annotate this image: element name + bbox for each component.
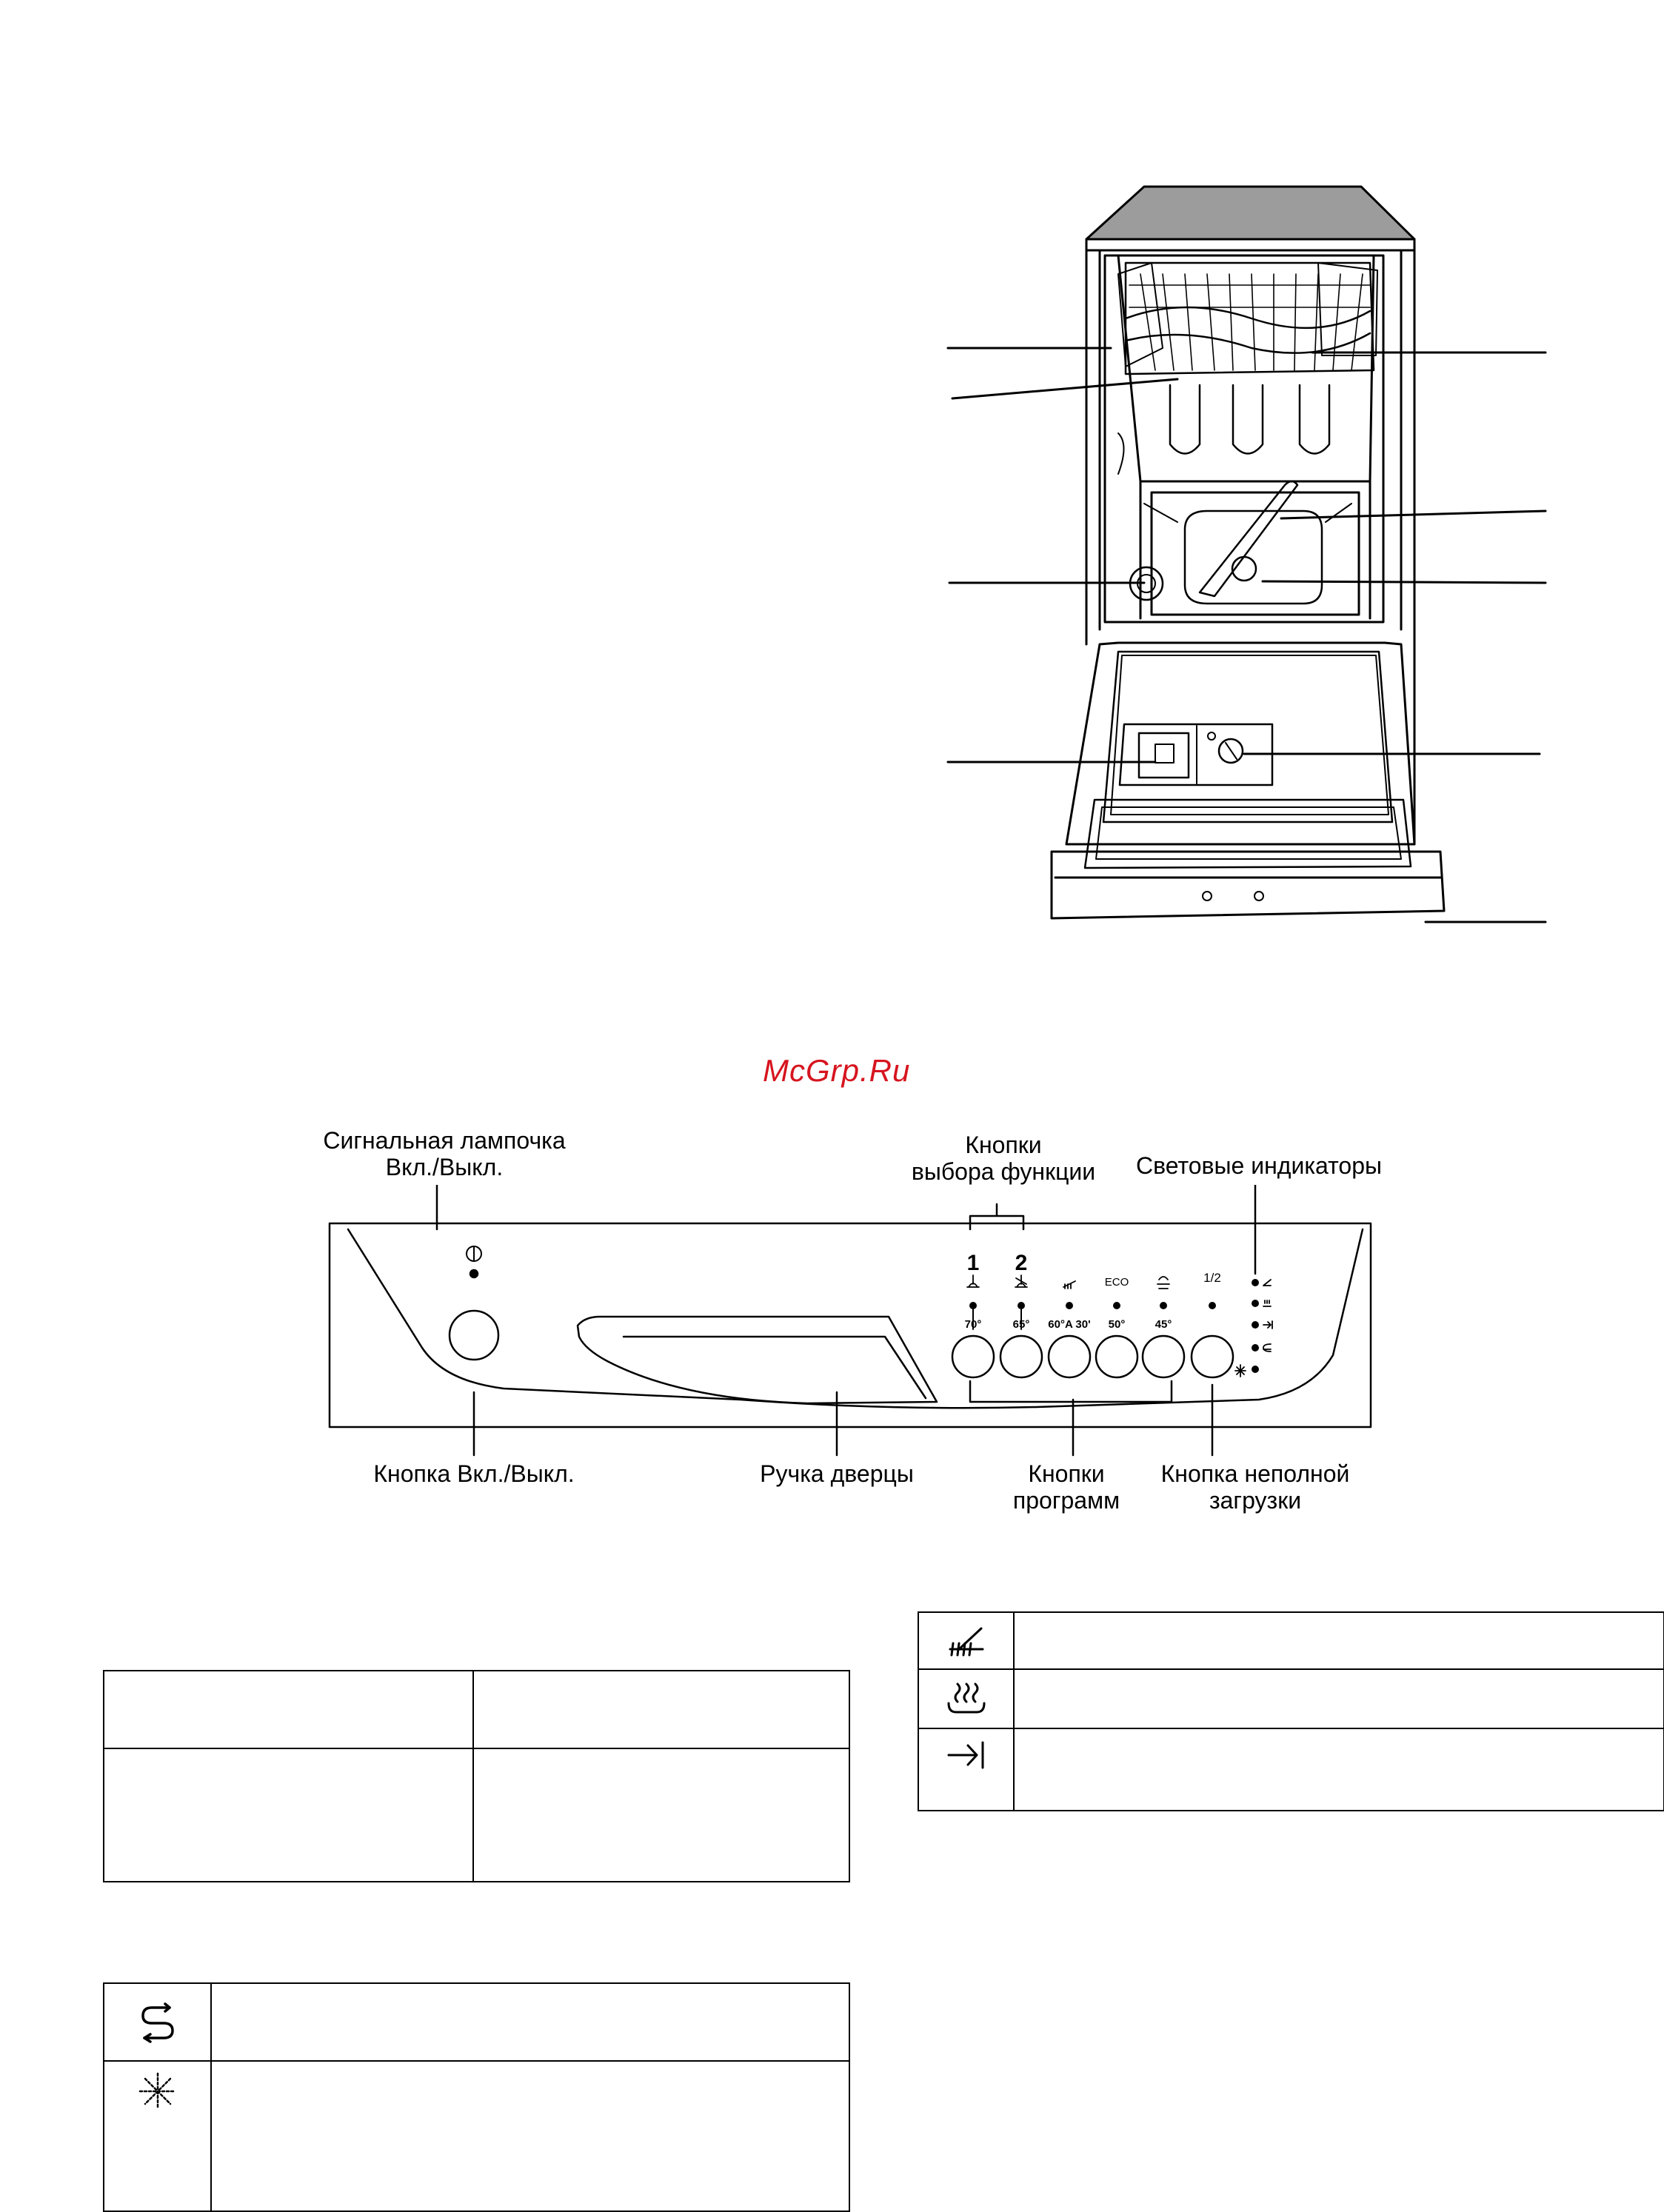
half-load-symbol: 1/2 xyxy=(1203,1271,1221,1285)
temp-45: 45° xyxy=(1155,1318,1172,1331)
wash-icon xyxy=(919,1613,1013,1668)
function-buttons-label xyxy=(885,1132,1122,1185)
half-load-label-line1: Кнопка неполной xyxy=(1160,1460,1350,1487)
row-divider-2 xyxy=(919,1728,1663,1729)
program-buttons-label-line1: Кнопки xyxy=(1028,1460,1105,1487)
control-panel xyxy=(318,1185,1392,1466)
indicators-label: Световые индикаторы xyxy=(1135,1152,1383,1179)
bottom-icons-table xyxy=(103,1982,850,2212)
bottom-row-divider xyxy=(104,2060,849,2062)
function-buttons-label-line1: Кнопки xyxy=(965,1132,1042,1158)
program-buttons-label-line2: программ xyxy=(1012,1487,1120,1514)
temp-60-a-30: 60°A 30' xyxy=(1048,1318,1091,1331)
function-number-1: 1 xyxy=(966,1251,980,1275)
bottom-icon-column-divider xyxy=(210,1984,212,2211)
signal-lamp-label-line1: Сигнальная лампочка xyxy=(323,1127,566,1154)
watermark: McGrp.Ru xyxy=(763,1053,911,1088)
onoff-button-label: Кнопка Вкл./Выкл. xyxy=(373,1460,575,1487)
door-handle-label: Ручка дверцы xyxy=(760,1460,914,1487)
function-number-2: 2 xyxy=(1015,1251,1028,1275)
drying-icon xyxy=(919,1670,1013,1728)
half-load-button-label xyxy=(1140,1460,1370,1514)
eco-symbol: ECO xyxy=(1104,1276,1129,1289)
empty-table-left xyxy=(103,1670,850,1882)
dishwasher-illustration xyxy=(911,178,1659,955)
temp-50: 50° xyxy=(1108,1318,1126,1331)
temp-70: 70° xyxy=(964,1318,982,1331)
salt-icon xyxy=(104,1984,210,2060)
signal-lamp-label xyxy=(318,1127,570,1180)
end-icon xyxy=(919,1729,1013,1781)
table-divider-horizontal xyxy=(104,1748,849,1749)
indicator-icons-table xyxy=(918,1611,1664,1811)
row-divider-1 xyxy=(919,1668,1663,1670)
function-buttons-label-line2: выбора функции xyxy=(911,1158,1096,1185)
table-divider-vertical xyxy=(472,1671,474,1881)
program-buttons-label xyxy=(992,1460,1140,1514)
icon-column-divider xyxy=(1013,1613,1015,1810)
signal-lamp-label-line2: Вкл./Выкл. xyxy=(385,1154,504,1180)
temp-65: 65° xyxy=(1012,1318,1030,1331)
rinse-aid-icon xyxy=(104,2062,210,2121)
half-load-label-line2: загрузки xyxy=(1209,1487,1302,1514)
